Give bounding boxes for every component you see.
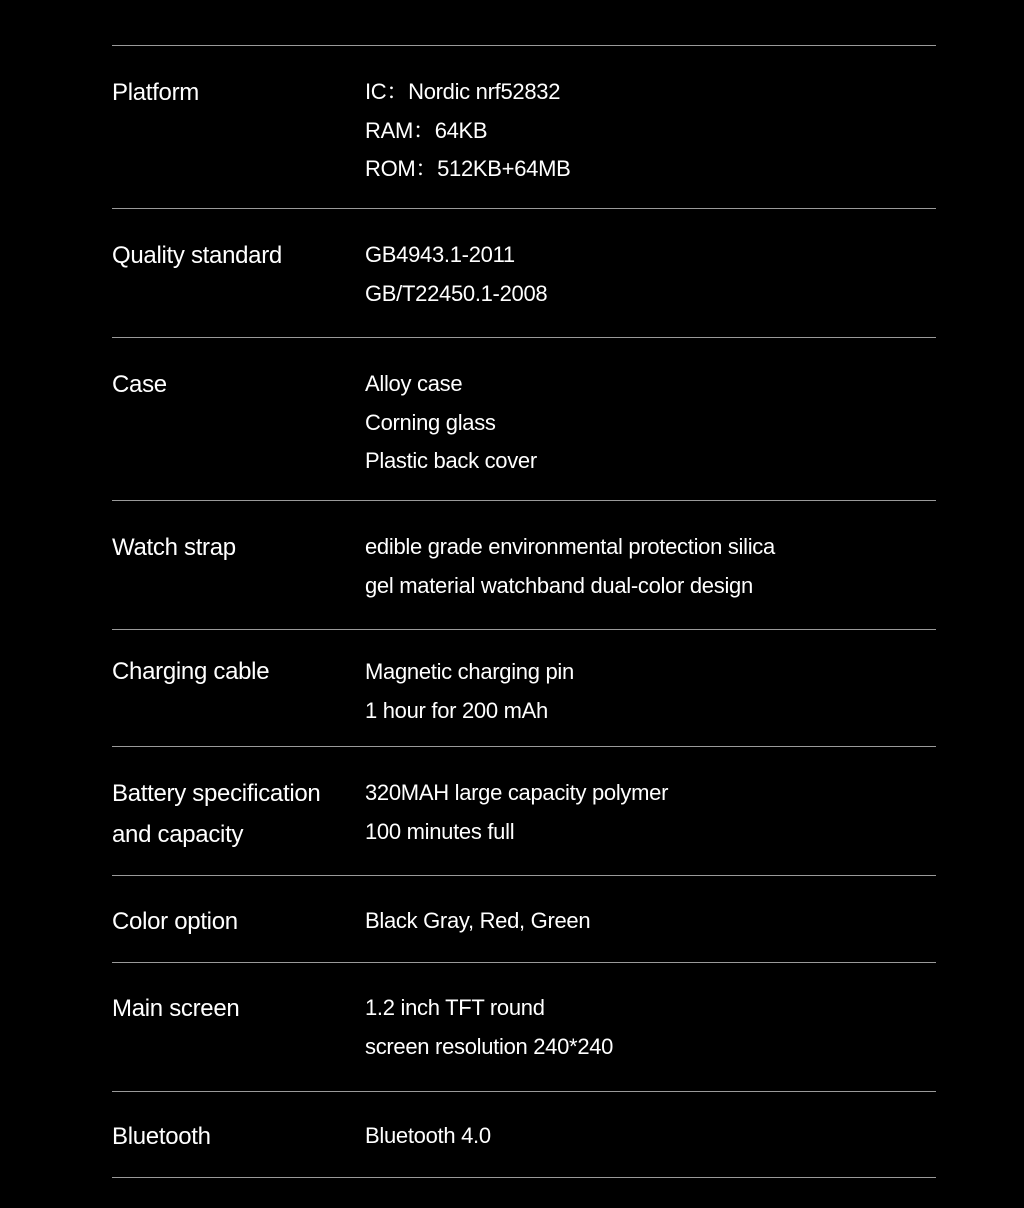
spec-values <box>365 528 935 605</box>
spec-row-case <box>112 338 936 500</box>
spec-value: screen resolution 240*240 <box>365 1033 614 1059</box>
spec-value: 1 hour for 200 mAh <box>365 697 548 723</box>
spec-value: GB/T22450.1-2008 <box>365 280 548 306</box>
spec-values <box>365 774 935 851</box>
spec-value: Magnetic charging pin <box>365 659 574 684</box>
divider <box>112 1177 936 1178</box>
spec-values <box>365 653 935 730</box>
spec-value: 100 minutes full <box>365 818 515 844</box>
spec-label: Charging cable <box>112 658 270 685</box>
spec-value: gel material watchband dual-color design <box>365 572 753 598</box>
spec-values <box>365 73 935 189</box>
spec-value: Plastic back cover <box>365 448 537 473</box>
spec-row-quality-standard <box>112 209 936 337</box>
spec-row-watch-strap <box>112 501 936 629</box>
spec-values <box>365 365 935 481</box>
spec-value: Alloy case <box>365 371 463 396</box>
spec-row-color-option <box>112 876 936 962</box>
spec-values <box>365 1117 935 1156</box>
spec-label: Case <box>112 371 167 398</box>
spec-label: Battery specification and capacity <box>112 780 321 848</box>
spec-value: Bluetooth 4.0 <box>365 1123 491 1148</box>
spec-values <box>365 989 935 1066</box>
spec-value: edible grade environmental protection silica <box>365 534 775 559</box>
spec-value: Corning glass <box>365 409 496 435</box>
spec-label: Platform <box>112 79 199 106</box>
spec-values <box>365 902 935 941</box>
spec-row-platform <box>112 46 936 208</box>
spec-value: 1.2 inch TFT round <box>365 995 545 1020</box>
spec-label: Color option <box>112 908 238 935</box>
spec-value: RAM：64KB <box>365 117 488 143</box>
spec-label: Watch strap <box>112 534 236 561</box>
spec-label: Main screen <box>112 995 240 1022</box>
spec-value: GB4943.1-2011 <box>365 242 515 267</box>
spec-values <box>365 236 935 313</box>
spec-label: Quality standard <box>112 242 282 269</box>
spec-value: 320MAH large capacity polymer <box>365 780 669 805</box>
spec-value: IC：Nordic nrf52832 <box>365 79 561 104</box>
spec-table <box>112 45 936 1178</box>
spec-row-charging-cable <box>112 630 936 746</box>
spec-value: ROM：512KB+64MB <box>365 156 571 181</box>
spec-row-main-screen <box>112 963 936 1091</box>
spec-row-bluetooth <box>112 1092 936 1177</box>
spec-label: Bluetooth <box>112 1123 211 1150</box>
spec-row-battery <box>112 747 936 875</box>
spec-value: Black Gray, Red, Green <box>365 908 591 933</box>
